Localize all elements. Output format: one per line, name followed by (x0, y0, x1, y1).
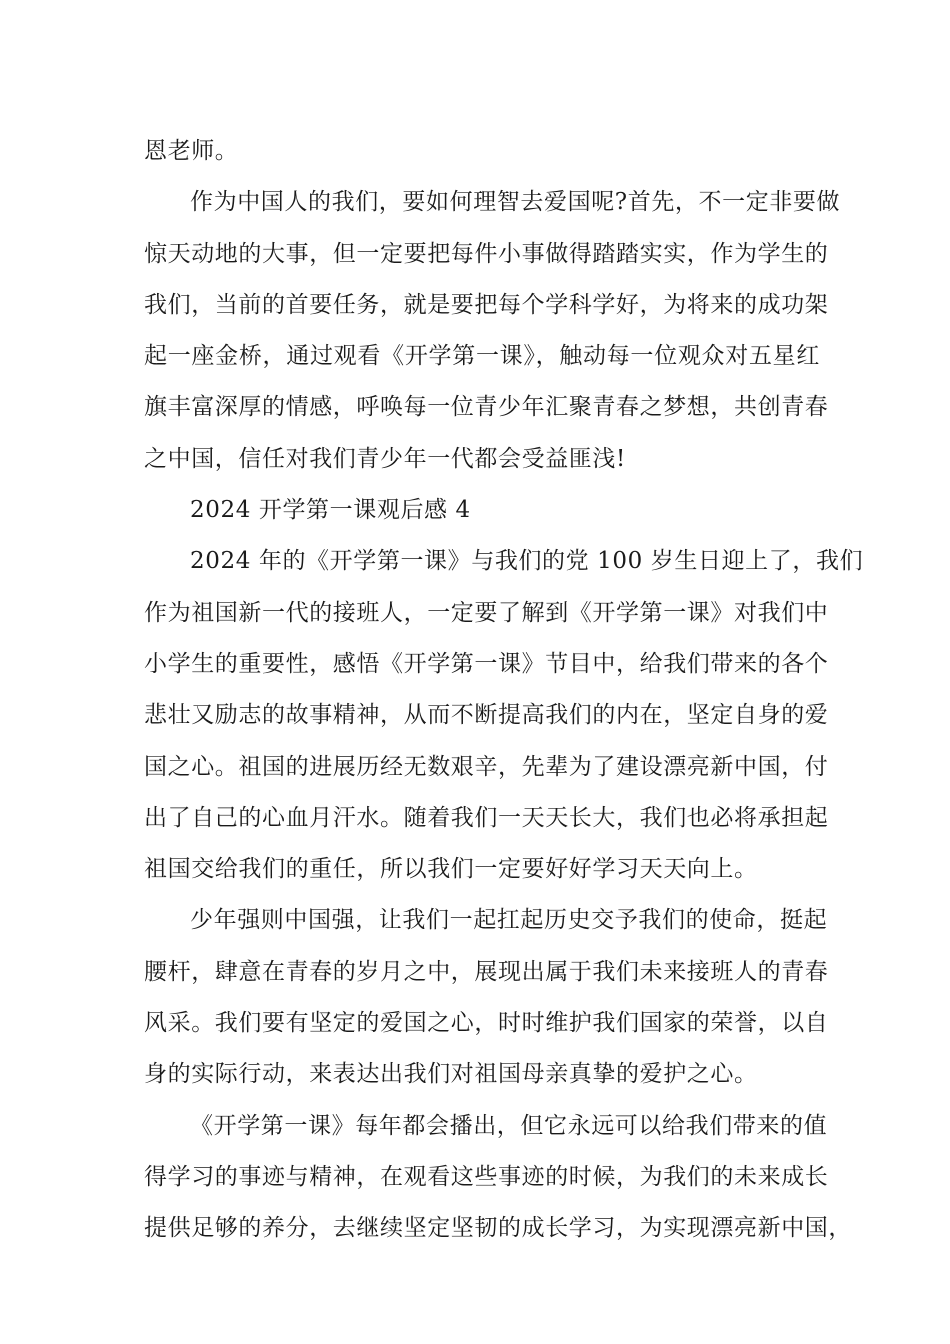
section-heading: 2024 开学第一课观后感 4 (190, 497, 471, 524)
text-line: 2024 年的《开学第一课》与我们的党 100 岁生日迎上了，我们 (190, 548, 864, 575)
text-line: 起一座金桥，通过观看《开学第一课》，触动每一位观众对五星红 (144, 343, 820, 370)
text-line: 国之心。祖国的进展历经无数艰辛，先辈为了建设漂亮新中国，付 (144, 753, 829, 780)
text-line: 《开学第一课》每年都会播出，但它永远可以给我们带来的值 (190, 1112, 828, 1139)
text-line: 身的实际行动，来表达出我们对祖国母亲真挚的爱护之心。 (144, 1061, 758, 1088)
text-line: 我们，当前的首要任务，就是要把每个学科学好，为将来的成功架 (144, 291, 829, 318)
text-line: 提供足够的养分，去继续坚定坚韧的成长学习，为实现漂亮新中国， (144, 1215, 852, 1242)
text-line: 作为中国人的我们，要如何理智去爱国呢?首先，不一定非要做 (190, 189, 841, 216)
text-line: 悲壮又励志的故事精神，从而不断提高我们的内在，坚定自身的爱 (144, 702, 829, 729)
text-line: 少年强则中国强，让我们一起扛起历史交予我们的使命，挺起 (190, 907, 828, 934)
text-line: 腰杆，肆意在青春的岁月之中，展现出属于我们未来接班人的青春 (144, 958, 829, 985)
text-line: 作为祖国新一代的接班人，一定要了解到《开学第一课》对我们中 (144, 599, 829, 626)
text-line: 恩老师。 (144, 138, 239, 164)
text-line: 祖国交给我们的重任，所以我们一定要好好学习天天向上。 (144, 856, 758, 883)
text-line: 旗丰富深厚的情感，呼唤每一位青少年汇聚青春之梦想，共创青春 (144, 394, 829, 421)
text-line: 之中国，信任对我们青少年一代都会受益匪浅! (144, 445, 626, 472)
text-line: 惊天动地的大事，但一定要把每件小事做得踏踏实实，作为学生的 (144, 240, 829, 267)
text-line: 小学生的重要性，感悟《开学第一课》节目中，给我们带来的各个 (144, 650, 829, 677)
text-line: 风采。我们要有坚定的爱国之心，时时维护我们国家的荣誉，以自 (144, 1010, 829, 1037)
text-line: 得学习的事迹与精神，在观看这些事迹的时候，为我们的未来成长 (144, 1163, 829, 1190)
text-line: 出了自己的心血月汗水。随着我们一天天长大，我们也必将承担起 (144, 804, 829, 831)
document-body (144, 126, 864, 1255)
